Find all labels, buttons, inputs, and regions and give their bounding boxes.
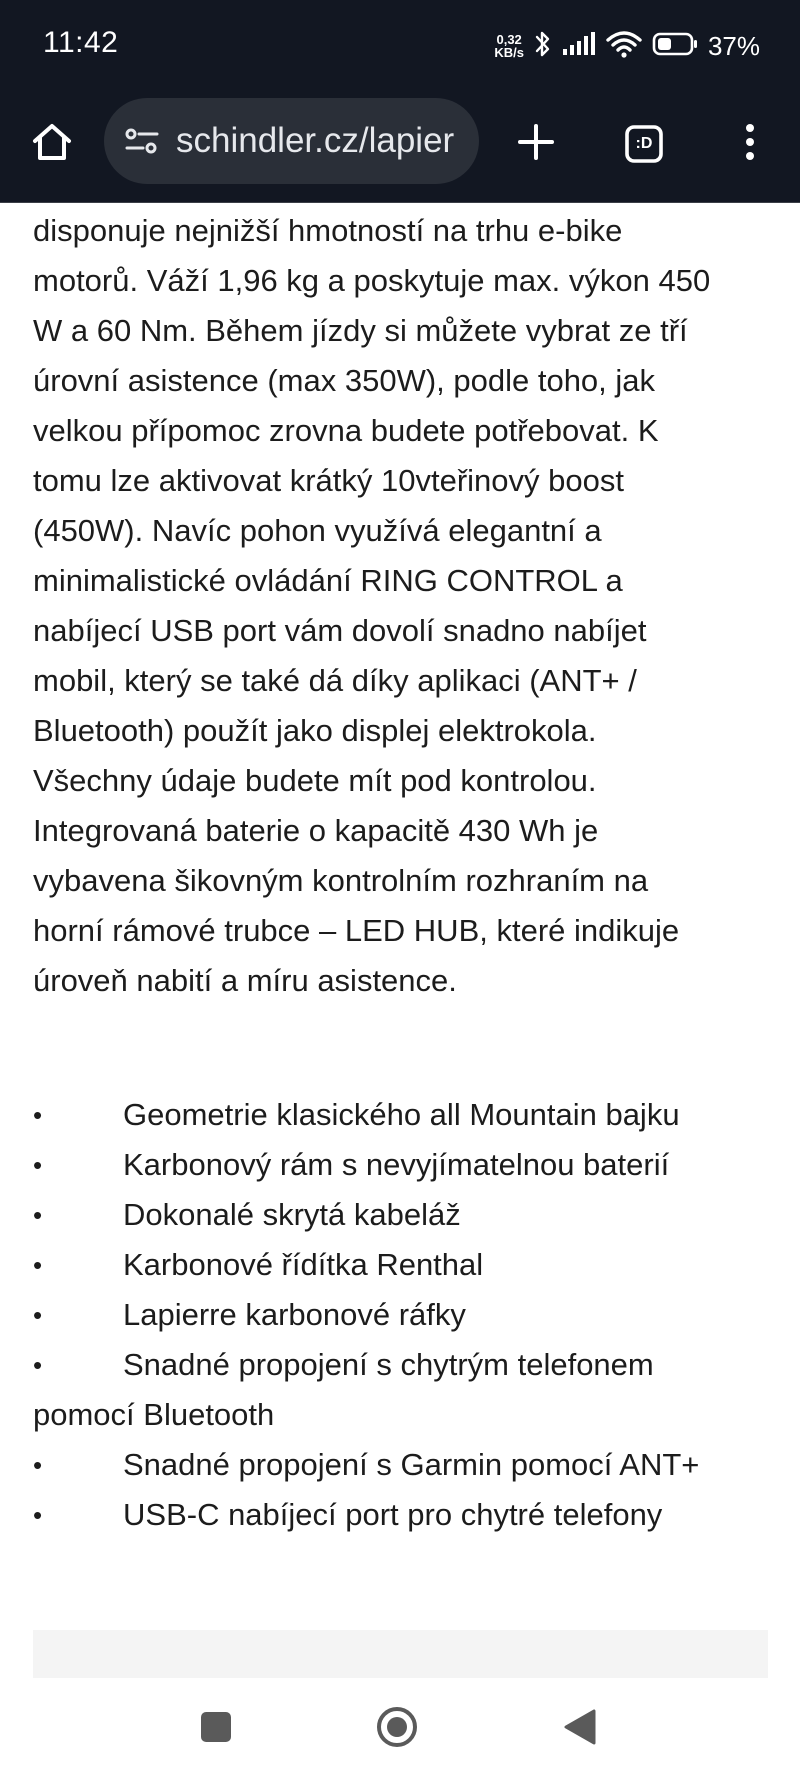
wifi-icon <box>606 30 642 63</box>
list-item <box>33 1440 773 1490</box>
paragraph-line: motorů. Váží 1,96 kg a poskytuje max. výkon 450 <box>33 263 711 298</box>
list-item <box>33 1190 773 1240</box>
back-icon <box>562 1708 598 1751</box>
net-speed-unit: KB/s <box>494 45 524 60</box>
paragraph-line: Všechny údaje budete mít pod kontrolou. <box>33 763 597 798</box>
home-nav-button[interactable] <box>370 1702 424 1756</box>
bullet: • <box>33 1500 43 1530</box>
browser-toolbar <box>0 90 800 203</box>
bullet: • <box>33 1200 43 1230</box>
bullet: • <box>33 1300 43 1330</box>
feature-text: Dokonalé skrytá kabeláž <box>123 1197 461 1232</box>
paragraph-line: disponuje nejnižší hmotností na trhu e-bike <box>33 213 623 248</box>
address-bar[interactable] <box>104 98 479 184</box>
paragraph-line: Integrovaná baterie o kapacitě 430 Wh je <box>33 813 599 848</box>
paragraph-line: (450W). Navíc pohon využívá elegantní a <box>33 513 602 548</box>
bullet: • <box>33 1100 43 1130</box>
feature-text: Lapierre karbonové ráfky <box>123 1297 466 1332</box>
more-menu-button[interactable] <box>722 116 778 172</box>
content-footer-block <box>33 1630 768 1678</box>
list-item <box>33 1290 773 1340</box>
list-item <box>33 1240 773 1290</box>
paragraph-line: vybavena šikovným kontrolním rozhraním na <box>33 863 649 898</box>
recents-icon <box>199 1710 233 1749</box>
bullet: • <box>33 1450 43 1480</box>
paragraph-line: úrovní asistence (max 350W), podle toho, jak <box>33 363 656 398</box>
status-bar <box>0 0 800 90</box>
url-text: schindler.cz/lapier <box>176 121 455 160</box>
net-speed <box>494 33 524 59</box>
feature-text: Geometrie klasického all Mountain bajku <box>123 1097 680 1132</box>
paragraph-line: minimalistické ovládání RING CONTROL a <box>33 563 623 598</box>
paragraph-line: mobil, který se také dá díky aplikaci (ANT+ / <box>33 663 637 698</box>
list-item <box>33 1140 773 1190</box>
paragraph-line: Bluetooth) použít jako displej elektrokola. <box>33 713 597 748</box>
bullet: • <box>33 1150 43 1180</box>
new-tab-icon <box>516 122 556 167</box>
feature-list <box>33 1090 773 1540</box>
home-icon <box>30 120 74 169</box>
recents-button[interactable] <box>189 1702 243 1756</box>
bullet: • <box>33 1350 43 1380</box>
navigation-bar <box>0 1678 800 1780</box>
status-time: 11:42 <box>43 26 119 59</box>
feature-text: Karbonové řídítka Renthal <box>123 1247 484 1282</box>
feature-text: Snadné propojení s Garmin pomocí ANT+ <box>123 1447 700 1482</box>
feature-text: Karbonový rám s nevyjímatelnou baterií <box>123 1147 670 1182</box>
paragraph-line: horní rámové trubce – LED HUB, které indikuje <box>33 913 680 948</box>
paragraph-line: úroveň nabití a míru asistence. <box>33 963 457 998</box>
home-circle-icon <box>375 1705 419 1754</box>
paragraph-line: tomu lze aktivovat krátký 10vteřinový boost <box>33 463 624 498</box>
new-tab-button[interactable] <box>508 116 564 172</box>
status-icons <box>494 26 760 66</box>
battery-percent: 37% <box>707 30 760 61</box>
signal-icon <box>562 31 596 62</box>
home-button[interactable] <box>24 116 80 172</box>
tab-switcher-icon <box>624 124 664 164</box>
net-speed-value: 0,32 <box>496 32 522 47</box>
list-item <box>33 1490 773 1540</box>
battery-icon <box>652 31 698 62</box>
feature-text-continuation: pomocí Bluetooth <box>33 1397 275 1432</box>
list-item <box>33 1090 773 1140</box>
paragraph-line: nabíjecí USB port vám dovolí snadno nabíjet <box>33 613 647 648</box>
tab-switcher-label: :D <box>635 135 653 152</box>
back-button[interactable] <box>553 1702 607 1756</box>
more-menu-icon <box>743 122 757 167</box>
feature-text: USB-C nabíjecí port pro chytré telefony <box>123 1497 663 1532</box>
page-content <box>33 202 773 1532</box>
site-settings-icon[interactable] <box>122 121 162 161</box>
list-item <box>33 1340 773 1440</box>
paragraph-line: velkou přípomoc zrovna budete potřebovat. K <box>33 413 659 448</box>
bluetooth-icon <box>534 29 552 64</box>
tab-switcher-button[interactable] <box>616 116 672 172</box>
description-paragraph <box>33 202 773 1006</box>
paragraph-line: W a 60 Nm. Během jízdy si můžete vybrat ze tří <box>33 313 688 348</box>
bullet: • <box>33 1250 43 1280</box>
feature-text: Snadné propojení s chytrým telefonem <box>123 1347 654 1382</box>
